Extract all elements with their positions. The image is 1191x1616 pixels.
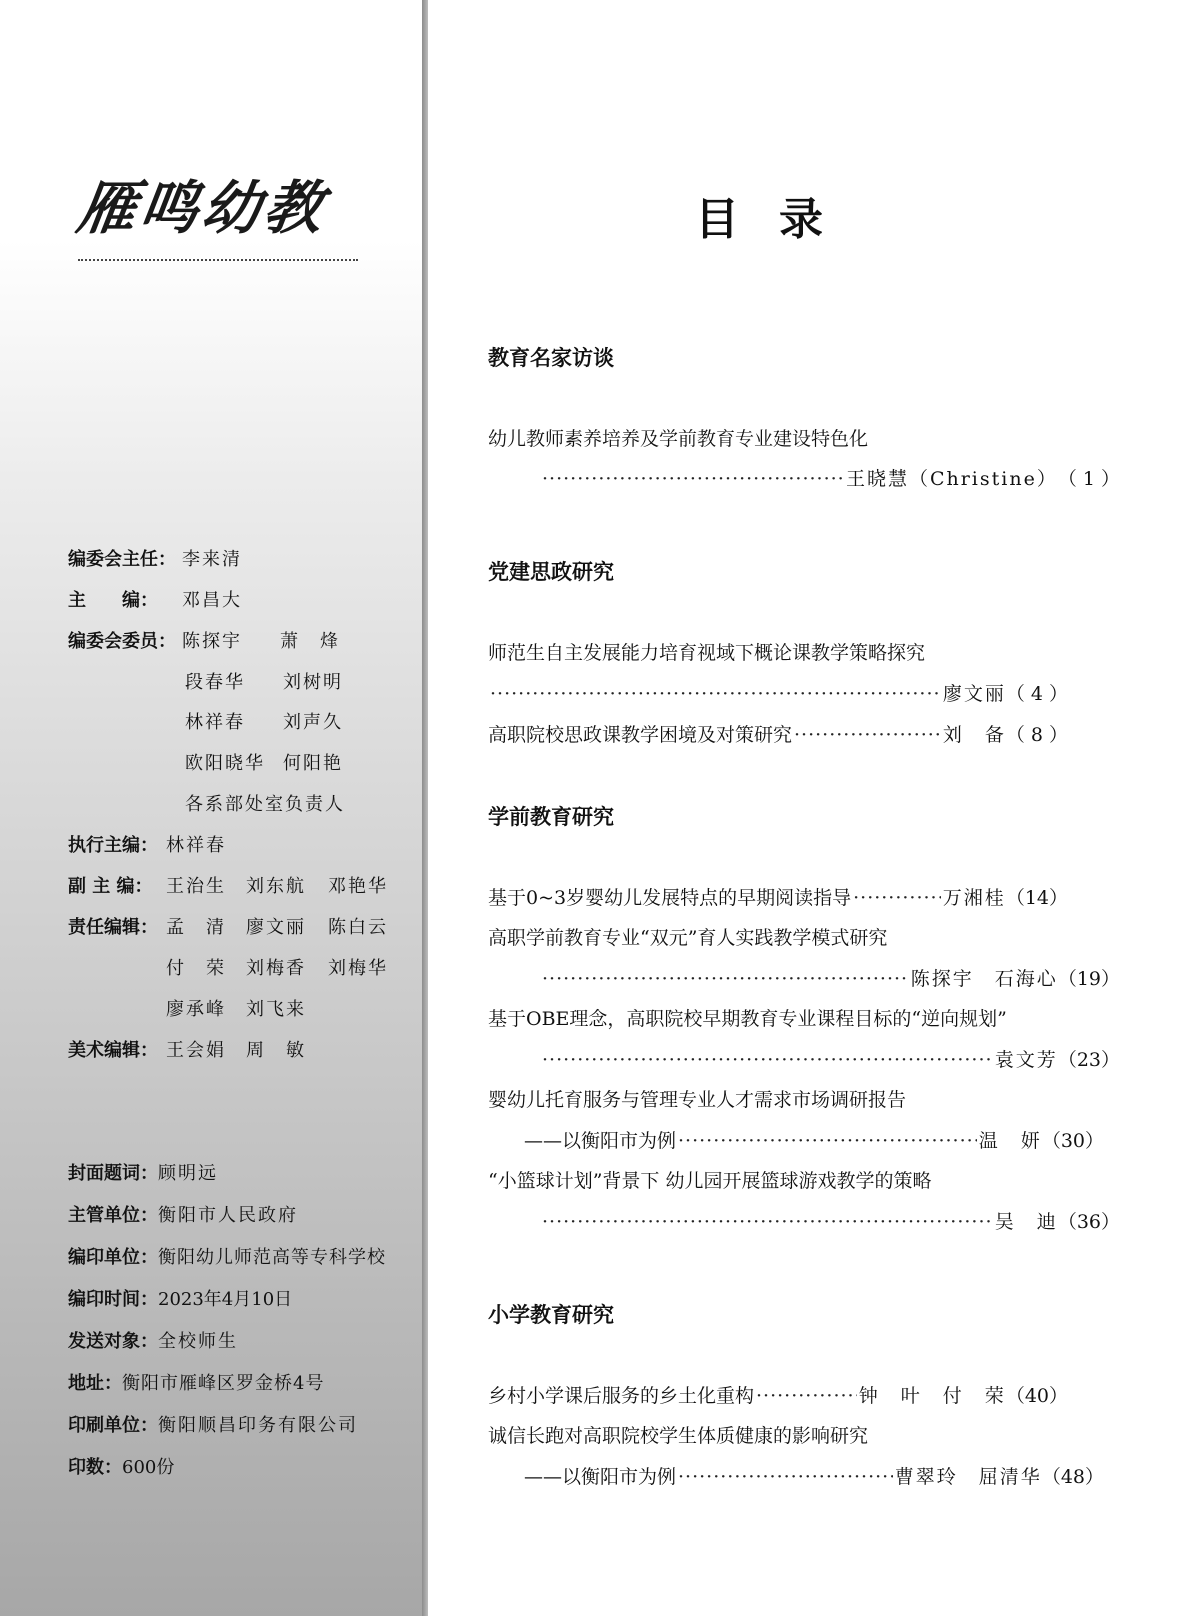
toc-entry[interactable] [488,1462,1104,1492]
masthead-label: 副 主 编： [68,876,153,897]
masthead-row [68,586,242,616]
masthead-row [68,872,388,902]
masthead-value: 王会娟 [166,1040,226,1061]
toc-entry-title[interactable]: 师范生自主发展能力培育视域下概论课教学策略探究 [488,642,926,664]
publication-label: 印数： [68,1457,122,1478]
publication-label: 地址： [68,1373,122,1394]
publication-row [68,1285,292,1315]
masthead-value: 孟 清 [166,917,226,938]
publication-label: 编印单位： [68,1247,158,1268]
toc-entry-title[interactable]: 高职学前教育专业“双元”育人实践教学模式研究 [488,927,888,949]
toc-entry-title[interactable]: 婴幼儿托育服务与管理专业人才需求市场调研报告 [488,1089,907,1111]
toc-entry-author: 王晓慧（Christine） [845,468,1058,490]
masthead-row [68,708,343,738]
publication-row [68,1453,174,1483]
toc-entry-leader[interactable] [488,679,1068,709]
publication-row [68,1201,298,1231]
section-heading: 教育名家访谈 [488,346,614,370]
masthead-value: 刘东航 [246,876,306,897]
masthead-value: 刘梅香 [246,958,306,979]
section-heading: 学前教育研究 [488,805,614,829]
toc-entry-page: （ 8 ） [1005,724,1068,746]
toc-entry-subtitle: ——以衡阳市为例 [524,1466,677,1488]
publication-label: 发送对象： [68,1331,158,1352]
masthead-value: 邓艳华 [328,876,388,897]
publication-value: 600份 [122,1457,175,1478]
toc-entry-author: 刘 备 [942,724,1006,746]
masthead-label: 执行主编： [68,835,158,856]
masthead-value: 刘树明 [283,672,343,693]
masthead-value: 廖文丽 [246,917,306,938]
masthead-row [68,954,388,984]
masthead-value: 邓昌大 [182,590,242,611]
masthead-value: 王治生 [166,876,226,897]
toc-entry-page: （14） [1005,887,1068,909]
masthead-row [68,627,340,657]
publication-label: 封面题词： [68,1163,158,1184]
toc-entry-title: 高职院校思政课教学困境及对策研究 [488,724,793,746]
toc-entry-author: 吴 迪 [994,1211,1058,1233]
publication-value: 顾明远 [158,1163,218,1184]
publication-row [68,1159,218,1189]
toc-entry-author: 万湘桂 [942,887,1006,909]
toc-title: 目录 [695,194,863,245]
publication-value: 衡阳市雁峰区罗金桥4号 [122,1373,325,1394]
toc-entry-leader[interactable] [488,1045,1120,1075]
masthead-value: 刘梅华 [328,958,388,979]
toc-entry-page: （30） [1041,1130,1104,1152]
toc-entry-title[interactable]: “小篮球计划”背景下 幼儿园开展篮球游戏教学的策略 [488,1170,932,1192]
masthead-label: 编委会委员： [68,631,176,652]
masthead-row [68,1036,306,1066]
toc-entry-page: （40） [1005,1385,1068,1407]
toc-entry-page: （48） [1041,1466,1104,1488]
publication-value: 衡阳幼儿师范高等专科学校 [158,1247,386,1268]
toc-entry-leader[interactable] [488,1207,1120,1237]
masthead-value: 林祥春 [185,712,245,733]
masthead-value: 付 荣 [166,958,226,979]
journal-logo: 雁鸣幼教 [73,174,331,242]
sidebar-divider [422,0,428,1616]
masthead-row [68,749,343,779]
publication-label: 印刷单位： [68,1415,158,1436]
publication-value: 衡阳顺昌印务有限公司 [158,1415,358,1436]
toc-entry-title[interactable]: 基于OBE理念，高职院校早期教育专业课程目标的“逆向规划” [488,1008,1007,1030]
publication-label: 编印时间： [68,1289,158,1310]
toc-entry-page: （36） [1057,1211,1120,1233]
publication-value: 2023年4月10日 [158,1289,293,1310]
toc-entry-title: 乡村小学课后服务的乡土化重构 [488,1385,755,1407]
masthead-row [68,668,343,698]
publication-row [68,1243,386,1273]
toc-entry-page: （19） [1057,968,1120,990]
toc-entry-page: （ 4 ） [1005,683,1068,705]
toc-entry-title[interactable]: 诚信长跑对高职院校学生体质健康的影响研究 [488,1425,869,1447]
toc-entry-author: 袁文芳 [994,1049,1058,1071]
masthead-row [68,790,345,820]
toc-entry-title: 基于0~3岁婴幼儿发展特点的早期阅读指导 [488,887,852,909]
logo-dotted-rule [78,259,358,261]
masthead-value: 刘飞来 [246,999,306,1020]
publication-value: 全校师生 [158,1331,238,1352]
masthead-row [68,995,306,1025]
toc-entry-author: 廖文丽 [942,683,1006,705]
masthead-value: 段春华 [185,672,245,693]
masthead-value: 李来清 [182,549,242,570]
publication-row [68,1327,238,1357]
masthead-label: 责任编辑： [68,917,158,938]
masthead-value: 刘声久 [283,712,343,733]
toc-entry-author: 钟 叶 付 荣 [858,1385,1006,1407]
toc-entry-author: 曹翠玲 屈清华 [894,1466,1042,1488]
publication-row [68,1411,358,1441]
publication-label: 主管单位： [68,1205,158,1226]
masthead-value: 周 敏 [246,1040,306,1061]
masthead-value: 林祥春 [166,835,226,856]
masthead-label: 美术编辑： [68,1040,158,1061]
masthead-value: 萧 烽 [280,631,340,652]
toc-entry-author: 陈探宇 石海心 [910,968,1058,990]
masthead-value: 陈白云 [328,917,388,938]
toc-entry[interactable] [488,720,1068,750]
toc-entry-subtitle: ——以衡阳市为例 [524,1130,677,1152]
toc-entry-page: （ 1 ） [1057,468,1120,490]
toc-entry[interactable] [488,1126,1104,1156]
toc-entry-page: （23） [1057,1049,1120,1071]
toc-entry[interactable] [488,883,1068,913]
toc-entry-leader[interactable] [488,464,1120,494]
toc-entry-author: 温 妍 [978,1130,1042,1152]
masthead-value: 廖承峰 [166,999,226,1020]
toc-entry-leader[interactable] [488,964,1120,994]
masthead-row [68,913,388,943]
section-heading: 党建思政研究 [488,560,614,584]
publication-row [68,1369,324,1399]
masthead-label: 主 编： [68,590,158,611]
masthead-label: 编委会主任： [68,549,176,570]
toc-entry-title[interactable]: 幼儿教师素养培养及学前教育专业建设特色化 [488,428,869,450]
masthead-value: 何阳艳 [283,753,343,774]
masthead-value: 陈探宇 [182,631,242,652]
masthead-value: 各系部处室负责人 [185,794,345,815]
masthead-row [68,545,242,575]
publication-value: 衡阳市人民政府 [158,1205,298,1226]
section-heading: 小学教育研究 [488,1303,614,1327]
toc-entry[interactable] [488,1381,1068,1411]
masthead-row [68,831,226,861]
masthead-value: 欧阳晓华 [185,753,265,774]
